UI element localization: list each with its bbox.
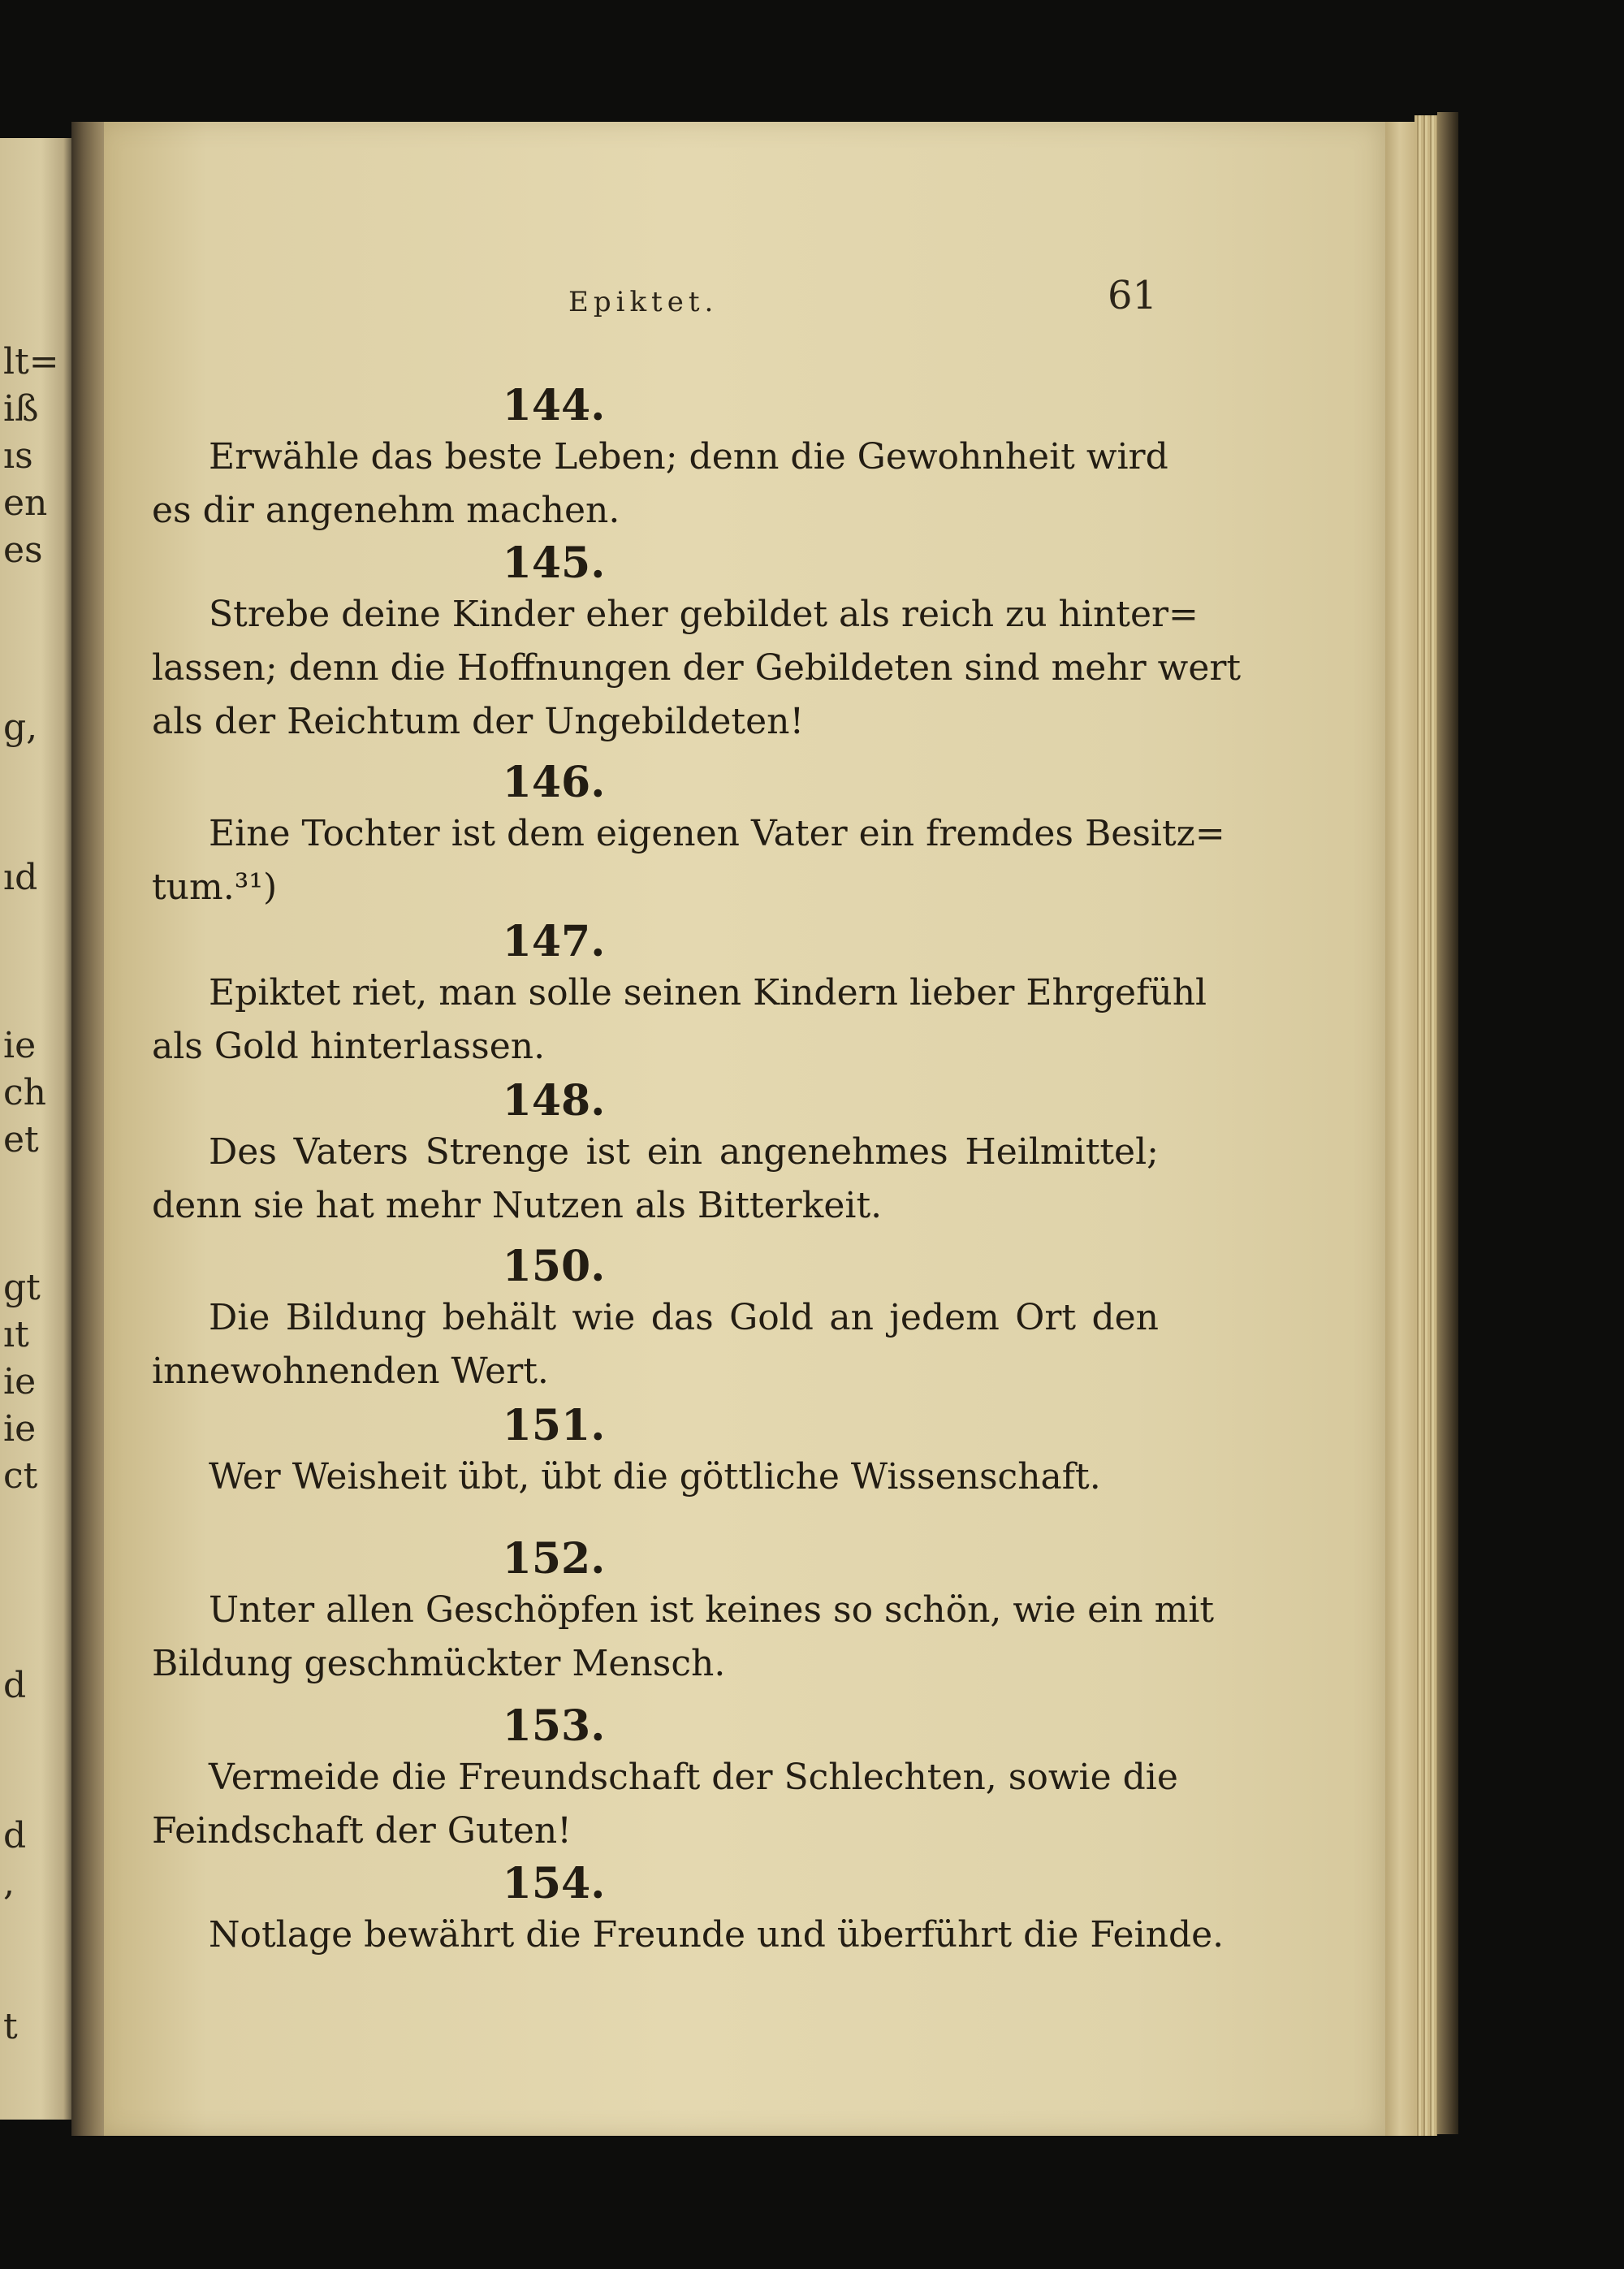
left-fragment: d (3, 1665, 27, 1706)
left-fragment: iß (3, 388, 39, 430)
aphorism-line: Strebe deine Kinder eher gebildet als reich zu hinter= (209, 594, 1199, 635)
aphorism-number: 154. (502, 1859, 606, 1908)
aphorism-line: Unter allen Geschöpfen ist keines so schön, wie ein mit (209, 1589, 1215, 1631)
aphorism-line: Feindschaft der Guten! (152, 1810, 572, 1852)
left-fragment: d (3, 1815, 27, 1856)
left-fragment: ıd (3, 857, 38, 898)
aphorism-147 (152, 917, 1207, 1074)
aphorism-number: 152. (502, 1534, 606, 1584)
aphorism-line: innewohnenden Wert. (152, 1351, 549, 1392)
left-fragment: , (3, 1862, 15, 1904)
aphorism-number: 146. (502, 758, 606, 807)
page-number: 61 (1108, 273, 1158, 318)
aphorism-line: Bildung geschmückter Mensch. (152, 1643, 726, 1684)
running-title: Epiktet. (568, 286, 719, 318)
left-fragment: ıs (3, 435, 33, 477)
aphorism-152 (152, 1534, 1215, 1691)
aphorism-line: als der Reichtum der Ungebildeten! (152, 701, 805, 742)
page-stack (1415, 115, 1437, 2136)
left-fragment: ch (3, 1072, 46, 1113)
aphorism-line: Epiktet riet, man solle seinen Kindern lieber Ehrgefühl (209, 972, 1207, 1013)
left-fragment: et (3, 1119, 39, 1160)
left-fragment: ıt (3, 1314, 29, 1355)
aphorism-line: lassen; denn die Hoffnungen der Gebildeten sind mehr wert (152, 647, 1242, 689)
aphorism-148 (152, 1077, 1159, 1233)
aphorism-number: 144. (502, 381, 606, 430)
aphorism-number: 153. (502, 1701, 606, 1751)
aphorism-146 (152, 758, 1225, 914)
aphorism-154 (152, 1859, 1224, 1962)
aphorism-line: Des Vaters Strenge ist ein angenehmes Heilmittel; (209, 1131, 1159, 1173)
aphorism-number: 151. (502, 1401, 606, 1450)
book-cover-edge (1437, 112, 1458, 2134)
left-fragment: ie (3, 1408, 37, 1450)
aphorism-153 (152, 1701, 1178, 1858)
aphorism-line: Die Bildung behält wie das Gold an jedem Ort den (209, 1297, 1159, 1338)
aphorism-line: denn sie hat mehr Nutzen als Bitterkeit. (152, 1185, 883, 1226)
aphorism-number: 145. (502, 538, 606, 588)
left-page-fragment (0, 138, 75, 2120)
left-fragment: gt (3, 1267, 41, 1308)
aphorism-150 (152, 1243, 1159, 1398)
aphorism-line: als Gold hinterlassen. (152, 1026, 546, 1067)
aphorism-line: Eine Tochter ist dem eigenen Vater ein fremdes Besitz= (209, 813, 1225, 854)
aphorism-number: 150. (502, 1242, 606, 1291)
aphorism-line: Vermeide die Freundschaft der Schlechten, sowie die (209, 1757, 1178, 1798)
left-fragment: ie (3, 1361, 37, 1402)
aphorism-line: Wer Weisheit übt, übt die göttliche Wissenschaft. (209, 1456, 1101, 1498)
aphorism-151 (152, 1402, 1159, 1504)
aphorism-number: 148. (502, 1076, 606, 1126)
left-fragment: es (3, 529, 43, 571)
aphorism-line: es dir angenehm machen. (152, 490, 620, 531)
aphorism-line: tum.³¹) (152, 867, 278, 908)
left-fragment: ie (3, 1025, 37, 1066)
left-fragment: g, (3, 707, 38, 748)
page-edge (1385, 122, 1415, 2136)
left-fragment: lt= (3, 341, 59, 382)
aphorism-line: Erwähle das beste Leben; denn die Gewohnheit wird (209, 436, 1168, 478)
aphorism-145 (152, 538, 1242, 749)
aphorism-number: 147. (502, 917, 606, 966)
left-fragment: en (3, 482, 48, 524)
left-fragment: ct (3, 1455, 38, 1497)
aphorism-144 (152, 381, 1168, 538)
left-fragment: t (3, 2006, 18, 2047)
aphorism-line: Notlage bewährt die Freunde und überführt die Feinde. (209, 1914, 1224, 1956)
